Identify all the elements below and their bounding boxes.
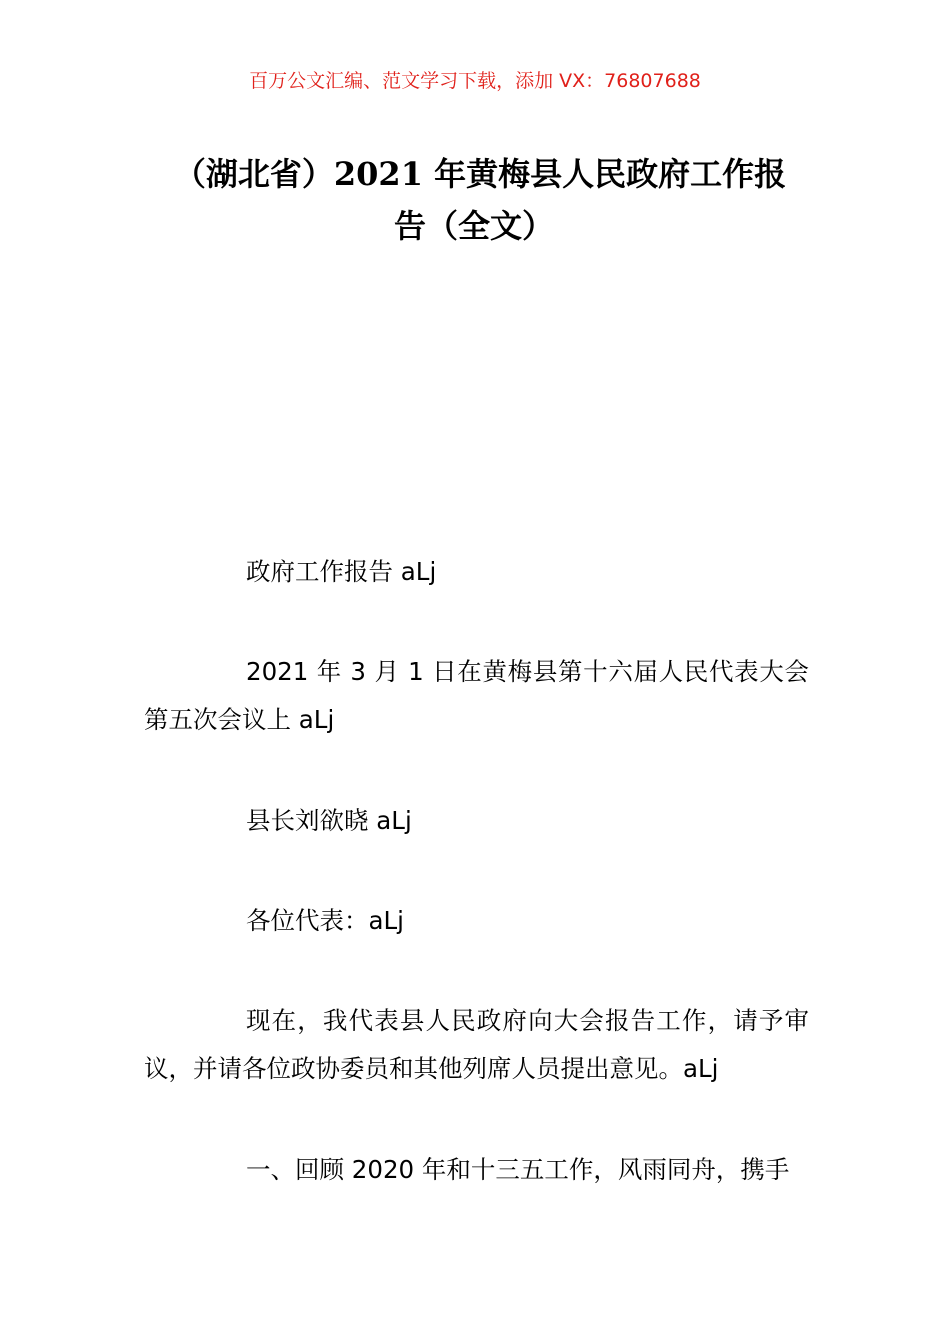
paragraph-section-one: 一、回顾 2020 年和十三五工作，风雨同舟，携手 xyxy=(246,1155,790,1184)
paragraph-intro: 现在，我代表县人民政府向大会报告工作，请予审议，并请各位政协委员和其他列席人员提出意见。aLj xyxy=(144,1006,809,1083)
paragraph-salutation: 各位代表：aLj xyxy=(246,906,404,935)
paragraph-report-heading: 政府工作报告 aLj xyxy=(246,557,437,586)
title-line-1: （湖北省）2021 年黄梅县人民政府工作报 xyxy=(173,155,787,193)
header-note: 百万公文汇编、范文学习下载，添加 VX：76807688 xyxy=(249,70,701,92)
paragraph-speaker: 县长刘欲晓 aLj xyxy=(246,806,412,835)
document-body xyxy=(144,0,809,1344)
title-line-2: 告（全文） xyxy=(393,207,554,245)
paragraph-meeting-date: 2021 年 3 月 1 日在黄梅县第十六届人民代表大会第五次会议上 aLj xyxy=(144,657,809,734)
